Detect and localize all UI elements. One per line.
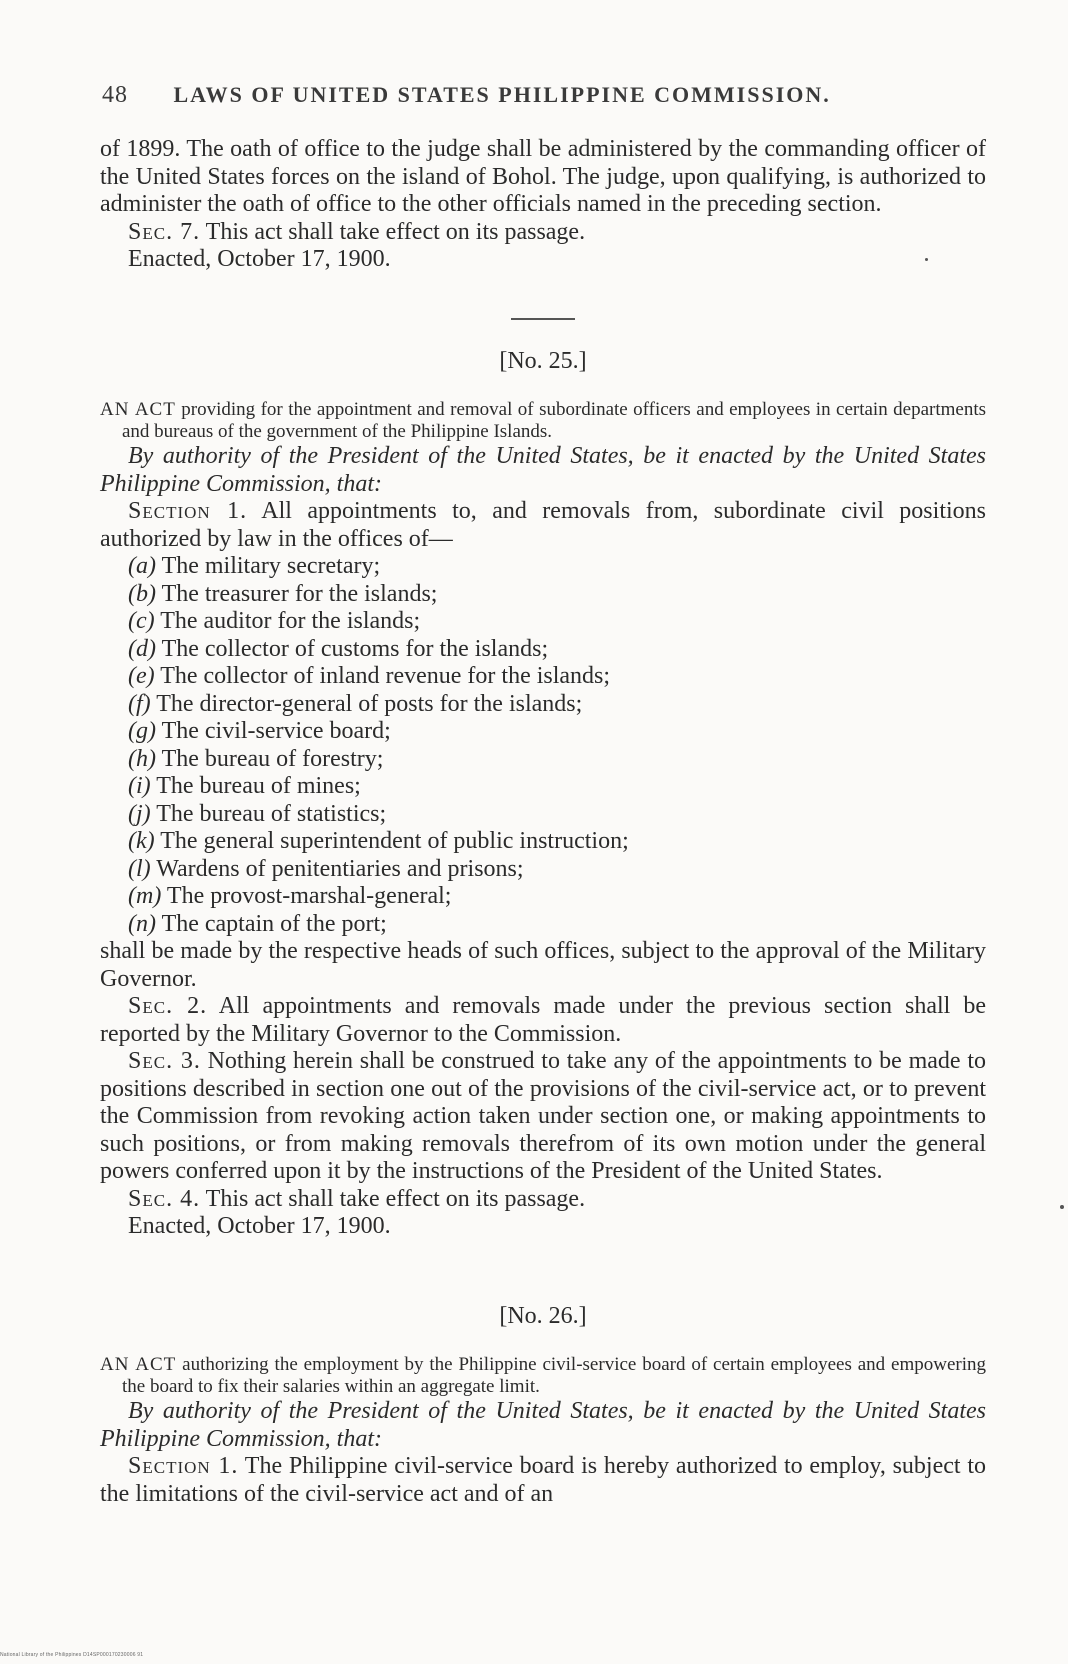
after-list-paragraph: shall be made by the respective heads of such offices, subject to the approval of the Military Governor. — [100, 938, 986, 992]
list-item: (d) The collector of customs for the islands; — [128, 635, 549, 662]
list-item: (k) The general superintendent of public instruction; — [128, 828, 629, 854]
scan-speck — [925, 258, 928, 261]
act-title-text: providing for the appointment and removal of subordinate officers and employees in certain departments and bureaus of the government of the Philippine Islands. — [122, 399, 986, 442]
page-header — [102, 82, 982, 109]
section-text: This act shall take effect on its passage. — [205, 1185, 586, 1212]
section-4 — [100, 1186, 986, 1214]
list-item: (i) The bureau of mines; — [128, 773, 361, 799]
section-3 — [100, 1048, 986, 1186]
scan-footer: National Library of the Philippines D14SP000170230006 91 — [0, 1652, 144, 1658]
offices-list — [128, 553, 986, 938]
running-title: LAWS OF UNITED STATES PHILIPPINE COMMISSION. — [173, 82, 831, 107]
enacted-date: Enacted, October 17, 1900. — [128, 246, 391, 272]
section-7 — [100, 219, 986, 247]
act-number: [No. 25.] — [499, 347, 587, 374]
section-1 — [100, 498, 986, 553]
list-item: (f) The director-general of posts for the islands; — [128, 690, 583, 717]
page-number: 48 — [102, 82, 128, 108]
list-item: (n) The captain of the port; — [128, 910, 387, 937]
act-title-prefix: AN ACT — [100, 1354, 177, 1375]
continued-paragraph: of 1899. The oath of office to the judge shall be administered by the commanding officer of the United States forces on the island of Bohol. The judge, upon qualifying, is authorized to administer the oath of office to the other officials named in the preceding section. — [100, 136, 986, 217]
list-item: (l) Wardens of penitentiaries and prisons; — [128, 855, 524, 882]
section-label: Section 1. — [128, 1453, 239, 1479]
list-item: (c) The auditor for the islands; — [128, 608, 421, 634]
section-text: All appointments and removals made under the previous section shall be reported by the Military Governor to the Commission. — [100, 993, 986, 1047]
section-text: Nothing herein shall be construed to take any of the appointments to be made to positions described in section one out of the provisions of the civil-service act, or to prevent the Commission from revoking action taken under section one, or making appointments to such positions, or from making removals therefrom of its own motion under the general powers conferred upon it by the instructions of the President of the United States. — [100, 1048, 986, 1184]
section-label: Sec. 2. — [128, 993, 208, 1019]
list-item: (j) The bureau of statistics; — [128, 800, 387, 827]
section-divider — [511, 318, 575, 320]
list-item: (m) The provost-marshal-general; — [128, 883, 452, 909]
section-label: Sec. 3. — [128, 1048, 201, 1074]
list-item: (b) The treasurer for the islands; — [128, 580, 438, 607]
list-item: (e) The collector of inland revenue for the islands; — [128, 663, 611, 689]
page-body — [100, 136, 986, 1508]
section-text: All appointments to, and removals from, subordinate civil positions authorized by law in the offices of— — [100, 498, 986, 552]
section-1 — [100, 1453, 986, 1508]
scan-speck — [1060, 1205, 1064, 1209]
act-number: [No. 26.] — [499, 1302, 587, 1329]
act-title-text: authorizing the employment by the Philippine civil-service board of certain employees and empowering the board to fix their salaries within an aggregate limit. — [122, 1354, 987, 1397]
enacting-clause: By authority of the President of the United States, be it enacted by the United States Philippine Commission, that: — [100, 443, 986, 497]
list-item: (a) The military secretary; — [128, 553, 381, 579]
enacted-date: Enacted, October 17, 1900. — [128, 1213, 391, 1239]
act-title — [100, 399, 986, 443]
act-title — [100, 1354, 986, 1398]
section-label: Sec. 7. — [128, 218, 201, 245]
enacting-clause: By authority of the President of the United States, be it enacted by the United States Philippine Commission, that: — [100, 1398, 986, 1452]
list-item: (g) The civil-service board; — [128, 718, 391, 744]
section-label: Sec. 4. — [128, 1185, 201, 1212]
section-text: The Philippine civil-service board is hereby authorized to employ, subject to the limitations of the civil-service act and of an — [100, 1453, 986, 1507]
section-2 — [100, 993, 986, 1048]
section-label: Section 1. — [128, 498, 248, 524]
list-item: (h) The bureau of forestry; — [128, 745, 384, 772]
section-text: This act shall take effect on its passage. — [205, 218, 586, 245]
act-title-prefix: AN ACT — [100, 399, 176, 420]
